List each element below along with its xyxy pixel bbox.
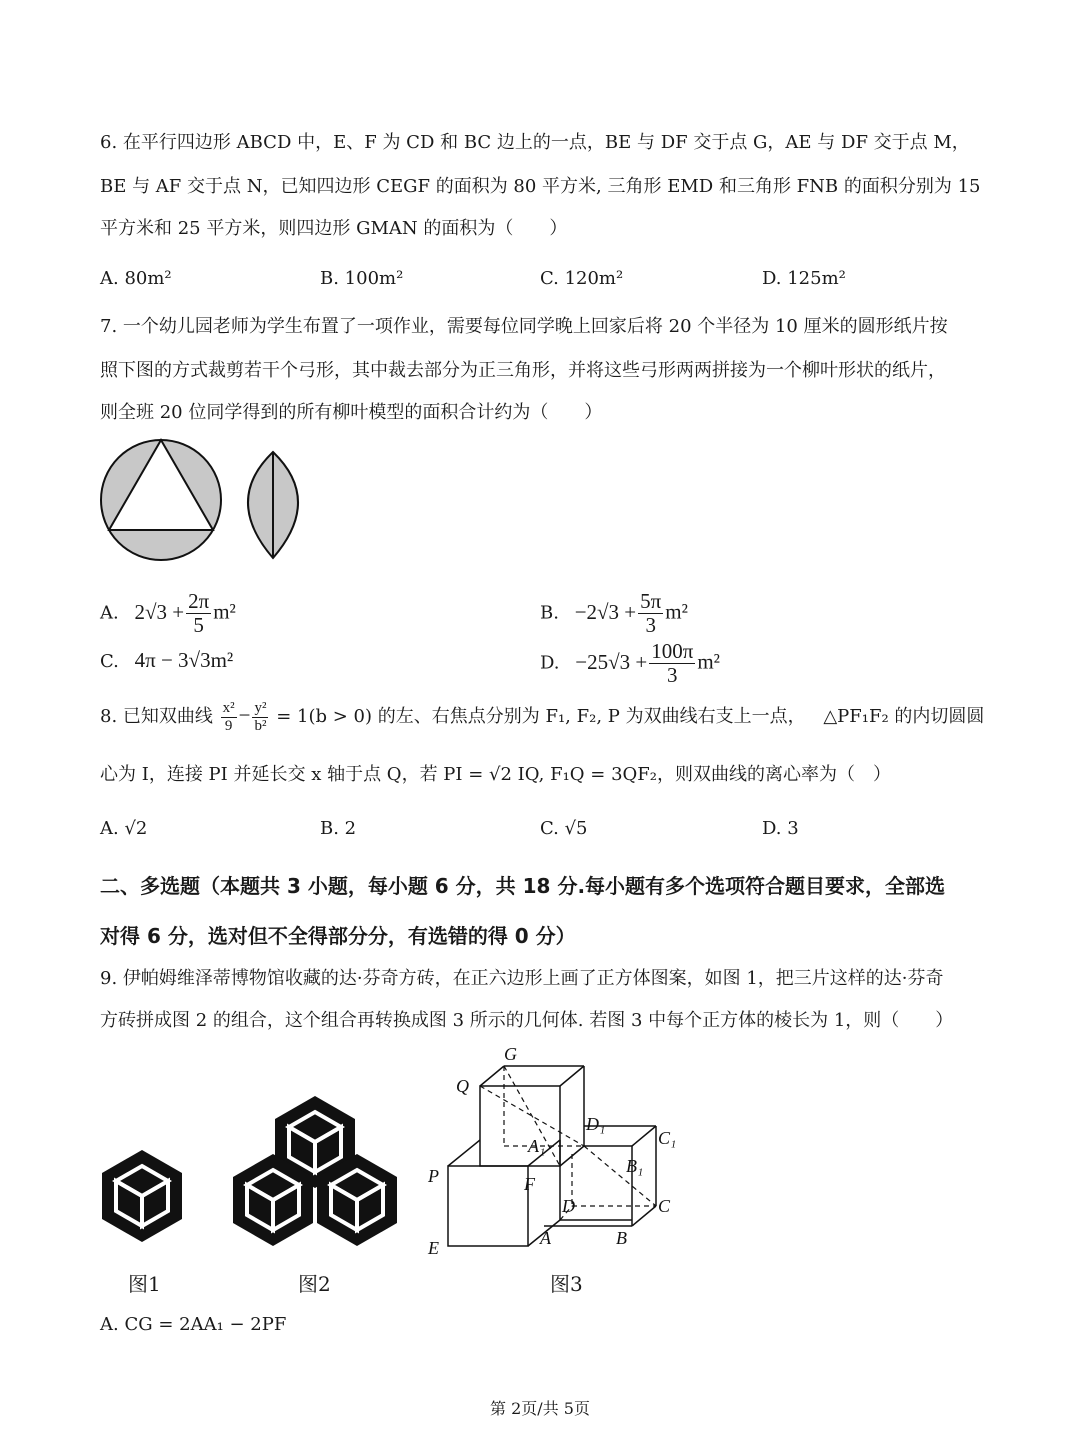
page-footer: 第 2页/共 5页 xyxy=(490,1399,590,1418)
q9-line-1: 9. 伊帕姆维泽蒂博物馆收藏的达·芬奇方砖，在正六边形上画了正方体图案，如图 1，把三片这样的达·芬奇 xyxy=(100,968,944,989)
q8-fx-num: x² xyxy=(222,700,235,716)
figure-3-cubes xyxy=(424,1044,684,1264)
label-b: B xyxy=(616,1228,627,1248)
label-a: A xyxy=(540,1228,551,1248)
q8-option-a: A. √2 xyxy=(100,818,148,839)
q7-option-b-fraction xyxy=(638,590,663,637)
q7-option-a-fraction xyxy=(186,590,211,637)
q7-option-d xyxy=(540,640,720,687)
caption-figure-1: 图1 xyxy=(128,1272,161,1296)
q7-option-b-unit: m² xyxy=(665,599,688,624)
section-2-heading-line-2: 对得 6 分，选对但不全得部分分，有选错的得 0 分） xyxy=(100,924,576,948)
label-q: Q xyxy=(456,1076,469,1096)
label-e: E xyxy=(428,1238,439,1258)
q7-option-a-num: 2π xyxy=(188,589,210,613)
label-g: G xyxy=(504,1044,517,1064)
q7-option-b-term: −2√3 + xyxy=(574,599,637,624)
caption-figure-3: 图3 xyxy=(550,1272,583,1296)
label-d1: D₁ xyxy=(586,1114,606,1134)
q6-option-d: D. 125m² xyxy=(762,268,846,289)
q9-option-a: A. CG = 2AA₁ − 2PF xyxy=(100,1314,287,1335)
q7-option-b xyxy=(540,590,688,637)
q7-option-b-den: 3 xyxy=(645,613,656,638)
q7-option-d-fraction xyxy=(649,640,695,687)
q7-option-a-unit: m² xyxy=(213,599,236,624)
q7-option-b-label: B. xyxy=(540,602,559,624)
label-d: D xyxy=(562,1196,575,1216)
label-b1: B₁ xyxy=(626,1156,644,1176)
q7-option-c xyxy=(100,650,233,671)
q7-option-d-unit: m² xyxy=(697,649,720,674)
q8-option-b: B. 2 xyxy=(320,818,357,839)
q8-fy-num: y² xyxy=(254,700,267,716)
q8-fy-den: b² xyxy=(254,717,267,734)
q8-option-c: C. √5 xyxy=(540,818,588,839)
q7-line-2: 照下图的方式裁剪若干个弓形，其中裁去部分为正三角形，并将这些弓形两两拼接为一个柳叶形状的纸片， xyxy=(100,360,946,381)
q8-equation-rest: = 1(b > 0) 的左、右焦点分别为 F₁, F₂, P 为双曲线右支上一点， xyxy=(276,706,806,727)
q7-option-c-value: 4π − 3√3m² xyxy=(134,648,234,672)
label-c1: C₁ xyxy=(658,1128,677,1148)
q7-option-c-label: C. xyxy=(100,651,119,672)
label-f: F xyxy=(524,1174,535,1194)
label-p: P xyxy=(428,1166,439,1186)
q8-fraction-x xyxy=(221,700,237,734)
q9-line-2: 方砖拼成图 2 的组合，这个组合再转换成图 3 所示的几何体. 若图 3 中每个正方体的棱长为 1，则（ ） xyxy=(100,1010,954,1031)
q7-figure xyxy=(98,440,328,560)
section-2-heading-line-1: 二、多选题（本题共 3 小题，每小题 6 分，共 18 分.每小题有多个选项符合题目要求，全部选 xyxy=(100,874,946,898)
figure-2-three-tiles xyxy=(230,1096,400,1246)
q8-line-1 xyxy=(100,700,984,734)
q6-line-2: BE 与 AF 交于点 N，已知四边形 CEGF 的面积为 80 平方米, 三角形 EMD 和三角形 FNB 的面积分别为 15 xyxy=(100,176,981,197)
caption-figure-2: 图2 xyxy=(298,1272,331,1296)
q8-fraction-y xyxy=(252,700,268,734)
q8-line-2: 心为 I，连接 PI 并延长交 x 轴于点 Q，若 PI = √2 IQ, F₁Q = 3QF₂，则双曲线的离心率为（ ） xyxy=(100,764,891,785)
q7-option-d-label: D. xyxy=(540,652,560,674)
q7-option-b-num: 5π xyxy=(640,589,662,613)
q8-prefix: 8. 已知双曲线 xyxy=(100,706,213,727)
q8-minus: − xyxy=(238,703,251,727)
q6-option-a: A. 80m² xyxy=(100,268,172,289)
q8-option-d: D. 3 xyxy=(762,818,799,839)
q7-option-a xyxy=(100,590,236,637)
label-c: C xyxy=(658,1196,671,1216)
q6-line-3: 平方米和 25 平方米，则四边形 GMAN 的面积为（ ） xyxy=(100,218,568,239)
q6-option-c: C. 120m² xyxy=(540,268,624,289)
label-a1: A₁ xyxy=(528,1136,546,1156)
q7-option-d-den: 3 xyxy=(667,663,678,688)
q8-triangle-text: △PF₁F₂ 的内切圆圆 xyxy=(823,706,985,727)
q7-option-d-term: −25√3 + xyxy=(575,649,648,674)
q6-line-1: 6. 在平行四边形 ABCD 中，E、F 为 CD 和 BC 边上的一点，BE 与 DF 交于点 G，AE 与 DF 交于点 M， xyxy=(100,132,970,153)
q6-option-b: B. 100m² xyxy=(320,268,404,289)
q8-fx-den: 9 xyxy=(224,717,233,734)
figure-1-cube-tile xyxy=(100,1148,184,1244)
q7-option-a-term: 2√3 + xyxy=(134,599,185,624)
q7-option-a-den: 5 xyxy=(193,613,204,638)
q7-line-3: 则全班 20 位同学得到的所有柳叶模型的面积合计约为（ ） xyxy=(100,402,603,423)
q7-line-1: 7. 一个幼儿园老师为学生布置了一项作业，需要每位同学晚上回家后将 20 个半径为 10 厘米的圆形纸片按 xyxy=(100,316,948,337)
q7-option-a-label: A. xyxy=(100,602,119,624)
q7-option-d-num: 100π xyxy=(651,639,694,663)
